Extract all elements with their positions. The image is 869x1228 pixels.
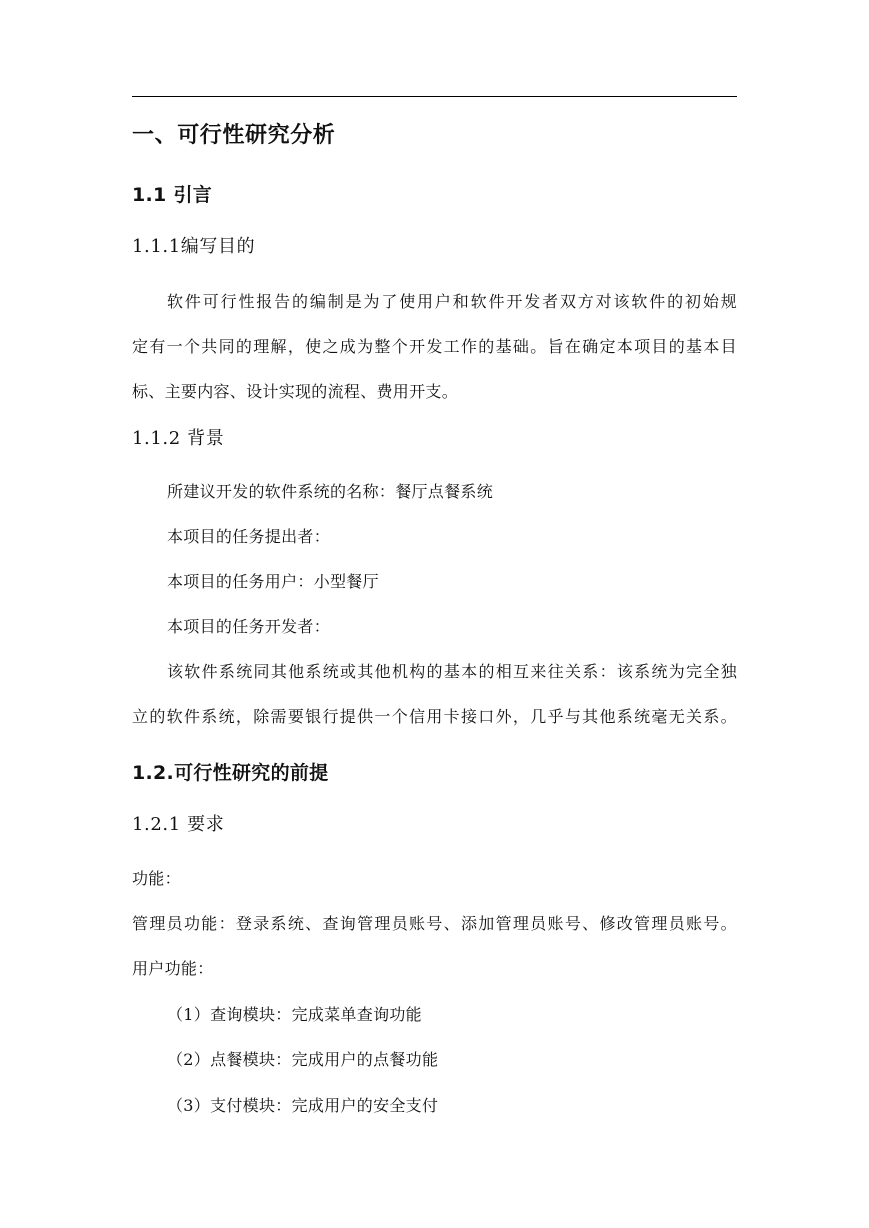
subsection-heading-1-1-2: 1.1.2 背景 (132, 428, 225, 449)
background-user: 本项目的任务用户：小型餐厅 (167, 572, 379, 591)
background-system-name: 所建议开发的软件系统的名称：餐厅点餐系统 (167, 482, 494, 501)
paragraph-relations-line-1: 该软件系统同其他系统或其他机构的基本的相互来往关系：该系统为完全独 (167, 662, 737, 681)
header-rule (132, 96, 737, 97)
subsection-heading-1-1-1: 1.1.1编写目的 (132, 236, 256, 257)
paragraph-purpose-line-1: 软件可行性报告的编制是为了使用户和软件开发者双方对该软件的初始规 (167, 292, 737, 311)
admin-functions: 管理员功能：登录系统、查询管理员账号、添加管理员账号、修改管理员账号。 (132, 914, 737, 933)
paragraph-purpose-line-3: 标、主要内容、设计实现的流程、费用开支。 (132, 382, 459, 401)
user-functions-label: 用户功能： (132, 959, 214, 978)
module-query: （1）查询模块：完成菜单查询功能 (167, 1005, 422, 1024)
paragraph-relations-line-2: 立的软件系统，除需要银行提供一个信用卡接口外，几乎与其他系统毫无关系。 (132, 707, 737, 726)
chapter-title: 一、可行性研究分析 (132, 123, 336, 148)
background-developer: 本项目的任务开发者： (167, 617, 331, 636)
module-payment: （3）支付模块：完成用户的安全支付 (167, 1096, 439, 1115)
section-heading-1-1: 1.1 引言 (132, 184, 213, 206)
subsection-heading-1-2-1: 1.2.1 要求 (132, 814, 225, 835)
paragraph-purpose-line-2: 定有一个共同的理解，使之成为整个开发工作的基础。旨在确定本项目的基本目 (132, 337, 737, 356)
functions-label: 功能： (132, 869, 181, 888)
background-proposer: 本项目的任务提出者： (167, 527, 331, 546)
section-heading-1-2: 1.2.可行性研究的前提 (132, 762, 329, 784)
module-order: （2）点餐模块：完成用户的点餐功能 (167, 1050, 439, 1069)
